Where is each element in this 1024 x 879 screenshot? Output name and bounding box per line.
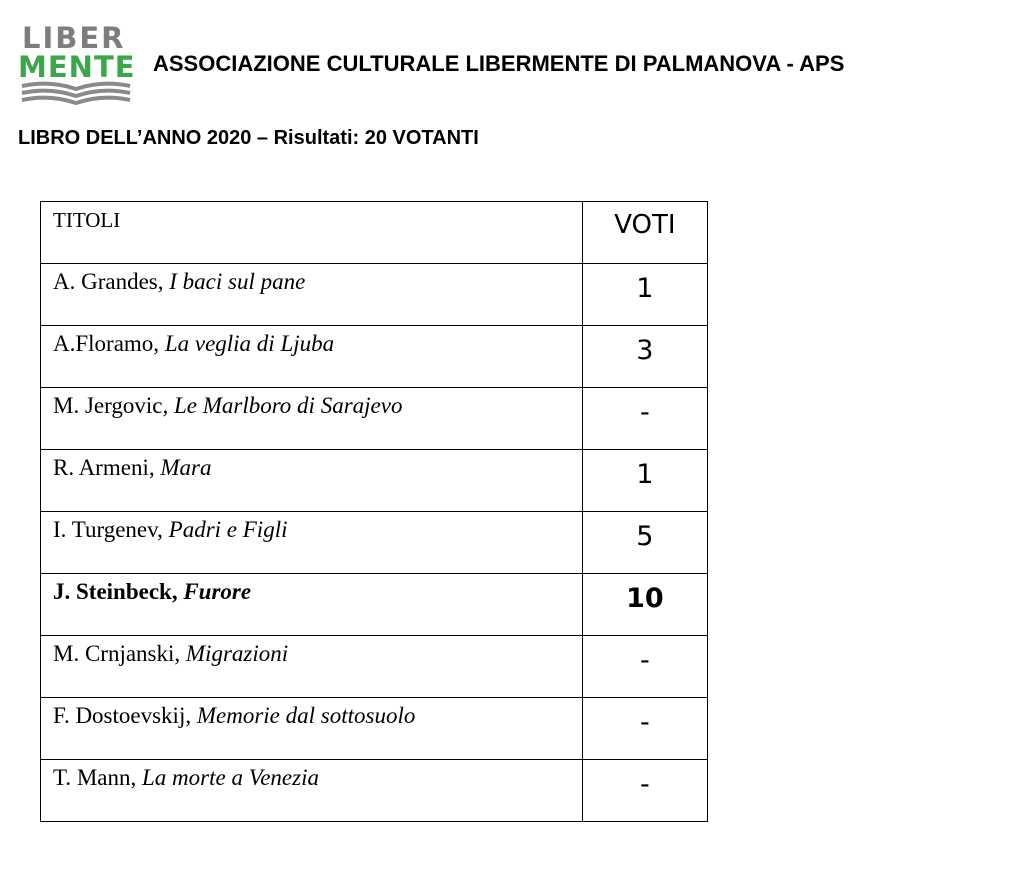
book-work: Migrazioni xyxy=(185,641,289,666)
table-row xyxy=(41,636,708,698)
header-votes: VOTI xyxy=(582,202,707,264)
table-row xyxy=(41,388,708,450)
book-author: A.Floramo, xyxy=(53,331,165,356)
book-title-cell xyxy=(41,698,583,760)
book-work: La veglia di Ljuba xyxy=(164,331,335,356)
libermente-logo xyxy=(18,22,136,108)
organization-name: ASSOCIAZIONE CULTURALE LIBERMENTE DI PALMANOVA - APS xyxy=(153,51,845,76)
vote-count: - xyxy=(582,636,707,698)
book-work: Padri e Figli xyxy=(168,517,288,542)
book-author: F. Dostoevskij, xyxy=(53,703,197,728)
vote-count: 1 xyxy=(582,264,707,326)
vote-count: 1 xyxy=(582,450,707,512)
header-titles: TITOLI xyxy=(41,202,583,264)
logo-text-liber: LIBER xyxy=(22,21,126,55)
book-author: I. Turgenev, xyxy=(53,517,169,542)
book-author: R. Armeni, xyxy=(53,455,161,480)
book-author: J. Steinbeck, xyxy=(53,579,184,604)
table-row xyxy=(41,512,708,574)
book-title-cell xyxy=(41,264,583,326)
book-title-cell xyxy=(41,512,583,574)
vote-count: - xyxy=(582,760,707,822)
book-author: M. Jergovic xyxy=(53,393,163,418)
logo-text-mente: MENTE xyxy=(18,50,136,84)
table-row xyxy=(41,264,708,326)
book-title-cell xyxy=(41,760,583,822)
book-work: La morte a Venezia xyxy=(142,765,319,790)
book-author: M. Crnjanski, xyxy=(53,641,186,666)
book-title-cell xyxy=(41,450,583,512)
page-title: LIBRO DELL’ANNO 2020 – Risultati: 20 VOTANTI xyxy=(18,127,479,149)
vote-count: - xyxy=(582,388,707,450)
table-row xyxy=(41,698,708,760)
open-book-icon xyxy=(18,80,134,106)
book-work: Memorie dal sottosuolo xyxy=(196,703,416,728)
vote-count: 10 xyxy=(582,574,707,636)
book-author: A. Grandes, xyxy=(53,269,170,294)
table-row xyxy=(41,450,708,512)
book-work: , Le Marlboro di Sarajevo xyxy=(162,393,403,418)
table-header-row xyxy=(41,202,708,264)
book-title-cell xyxy=(41,326,583,388)
vote-count: 3 xyxy=(582,326,707,388)
results-table xyxy=(40,201,708,822)
book-work: I baci sul pane xyxy=(169,269,306,294)
table-row xyxy=(41,760,708,822)
book-title-cell xyxy=(41,574,583,636)
book-work: Mara xyxy=(160,455,212,480)
vote-count: - xyxy=(582,698,707,760)
book-title-cell xyxy=(41,388,583,450)
table-row xyxy=(41,326,708,388)
book-work: Furore xyxy=(183,579,252,604)
table-row-winner xyxy=(41,574,708,636)
book-author: T. Mann, xyxy=(53,765,143,790)
book-title-cell xyxy=(41,636,583,698)
vote-count: 5 xyxy=(582,512,707,574)
